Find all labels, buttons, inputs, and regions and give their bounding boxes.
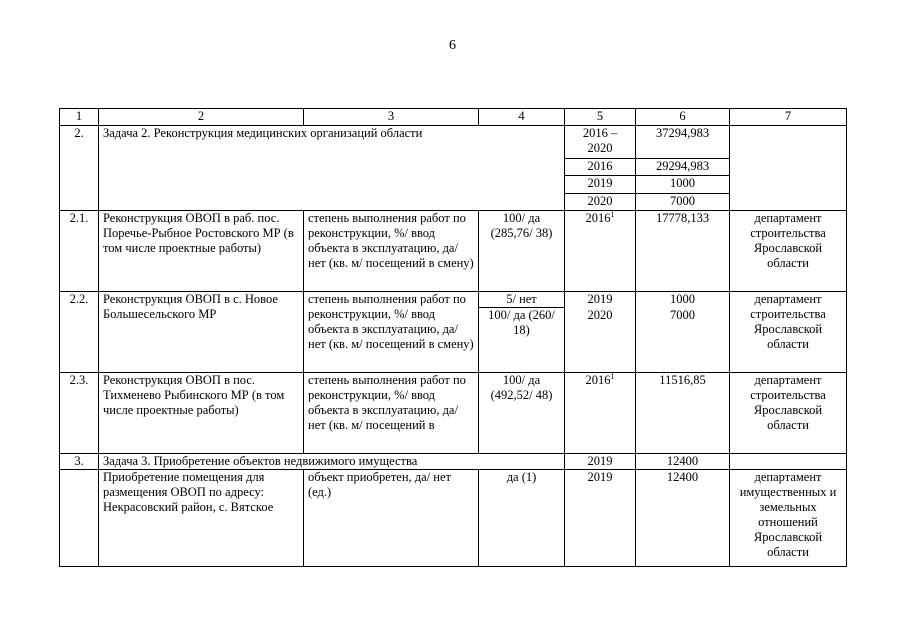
task3-executor [730, 454, 847, 470]
row-2-1-indicator: степень выполнения работ по реконструкции, %/ ввод объекта в эксплуатацию, да/ нет (кв. м/ посещений в смену) [304, 211, 479, 292]
task2-year: 2020 [565, 193, 636, 210]
row-2-3-year [565, 373, 636, 454]
row-2-2-name: Реконструкция ОВОП в с. Новое Большесельского МР [99, 292, 304, 373]
row-2-1-value: 100/ да (285,76/ 38) [479, 211, 565, 292]
row-2-3-value: 100/ да (492,52/ 48) [479, 373, 565, 454]
header-col-2: 2 [99, 109, 304, 126]
task2-year: 2019 [565, 176, 636, 193]
task3-number: 3. [60, 454, 99, 470]
row-2-3-indicator: степень выполнения работ по реконструкции, %/ ввод объекта в эксплуатацию, да/ нет (кв. м/ посещений в [304, 373, 479, 454]
row-2-2 [60, 292, 847, 308]
task3-amount: 12400 [636, 454, 730, 470]
footnote-marker: 1 [610, 371, 615, 381]
row-2-3-year-text: 2016 [585, 373, 611, 387]
header-row [60, 109, 847, 126]
task2-year-total: 2016 – 2020 [565, 126, 636, 159]
header-col-7: 7 [730, 109, 847, 126]
row-3-1-executor: департамент имущественных и земельных отношений Ярославской области [730, 470, 847, 567]
row-2-3-executor: департамент строительства Ярославской области [730, 373, 847, 454]
task2-title: Задача 2. Реконструкция медицинских организаций области [99, 126, 565, 211]
task2-amount: 7000 [636, 193, 730, 210]
row-2-1 [60, 211, 847, 292]
header-col-3: 3 [304, 109, 479, 126]
footnote-marker: 1 [610, 209, 615, 219]
task3-year: 2019 [565, 454, 636, 470]
row-2-1-executor: департамент строительства Ярославской области [730, 211, 847, 292]
task3-title: Задача 3. Приобретение объектов недвижимого имущества [99, 454, 565, 470]
task2-amount: 1000 [636, 176, 730, 193]
task2-amount-total: 37294,983 [636, 126, 730, 159]
row-2-2-amount-b: 7000 [636, 308, 730, 373]
row-2-2-value-b: 100/ да (260/ 18) [479, 308, 565, 373]
row-2-2-number: 2.2. [60, 292, 99, 373]
row-2-1-number: 2.1. [60, 211, 99, 292]
row-2-2-executor: департамент строительства Ярославской области [730, 292, 847, 373]
row-2-3-name: Реконструкция ОВОП в пос. Тихменево Рыбинского МР (в том числе проектные работы) [99, 373, 304, 454]
row-3-1-indicator: объект приобретен, да/ нет (ед.) [304, 470, 479, 567]
row-3-1 [60, 470, 847, 567]
row-2-2-year-a: 2019 [565, 292, 636, 308]
header-col-6: 6 [636, 109, 730, 126]
task2-amount: 29294,983 [636, 158, 730, 175]
row-2-2-year-b: 2020 [565, 308, 636, 373]
row-2-1-amount: 17778,133 [636, 211, 730, 292]
row-2-3-number: 2.3. [60, 373, 99, 454]
row-3-1-amount: 12400 [636, 470, 730, 567]
row-2-3 [60, 373, 847, 454]
header-col-5: 5 [565, 109, 636, 126]
task2-executor [730, 126, 847, 211]
page-number: 6 [449, 38, 456, 53]
row-3-1-name: Приобретение помещения для размещения ОВОП по адресу: Некрасовский район, с. Вятское [99, 470, 304, 567]
header-col-1: 1 [60, 109, 99, 126]
header-col-4: 4 [479, 109, 565, 126]
task2-number: 2. [60, 126, 99, 211]
row-3-1-year: 2019 [565, 470, 636, 567]
row-2-1-name: Реконструкция ОВОП в раб. пос. Поречье-Рыбное Ростовского МР (в том числе проектные работы) [99, 211, 304, 292]
row-3-1-value: да (1) [479, 470, 565, 567]
row-2-2-value-a: 5/ нет [479, 292, 565, 308]
row-2-3-amount: 11516,85 [636, 373, 730, 454]
row-2-1-year [565, 211, 636, 292]
program-table [59, 108, 847, 567]
row-3-1-number [60, 470, 99, 567]
task2-year: 2016 [565, 158, 636, 175]
task3-row [60, 454, 847, 470]
row-2-2-amount-a: 1000 [636, 292, 730, 308]
row-2-1-year-text: 2016 [585, 211, 611, 225]
row-2-2-indicator: степень выполнения работ по реконструкции, %/ ввод объекта в эксплуатацию, да/ нет (кв. м/ посещений в смену) [304, 292, 479, 373]
task2-row [60, 126, 847, 159]
